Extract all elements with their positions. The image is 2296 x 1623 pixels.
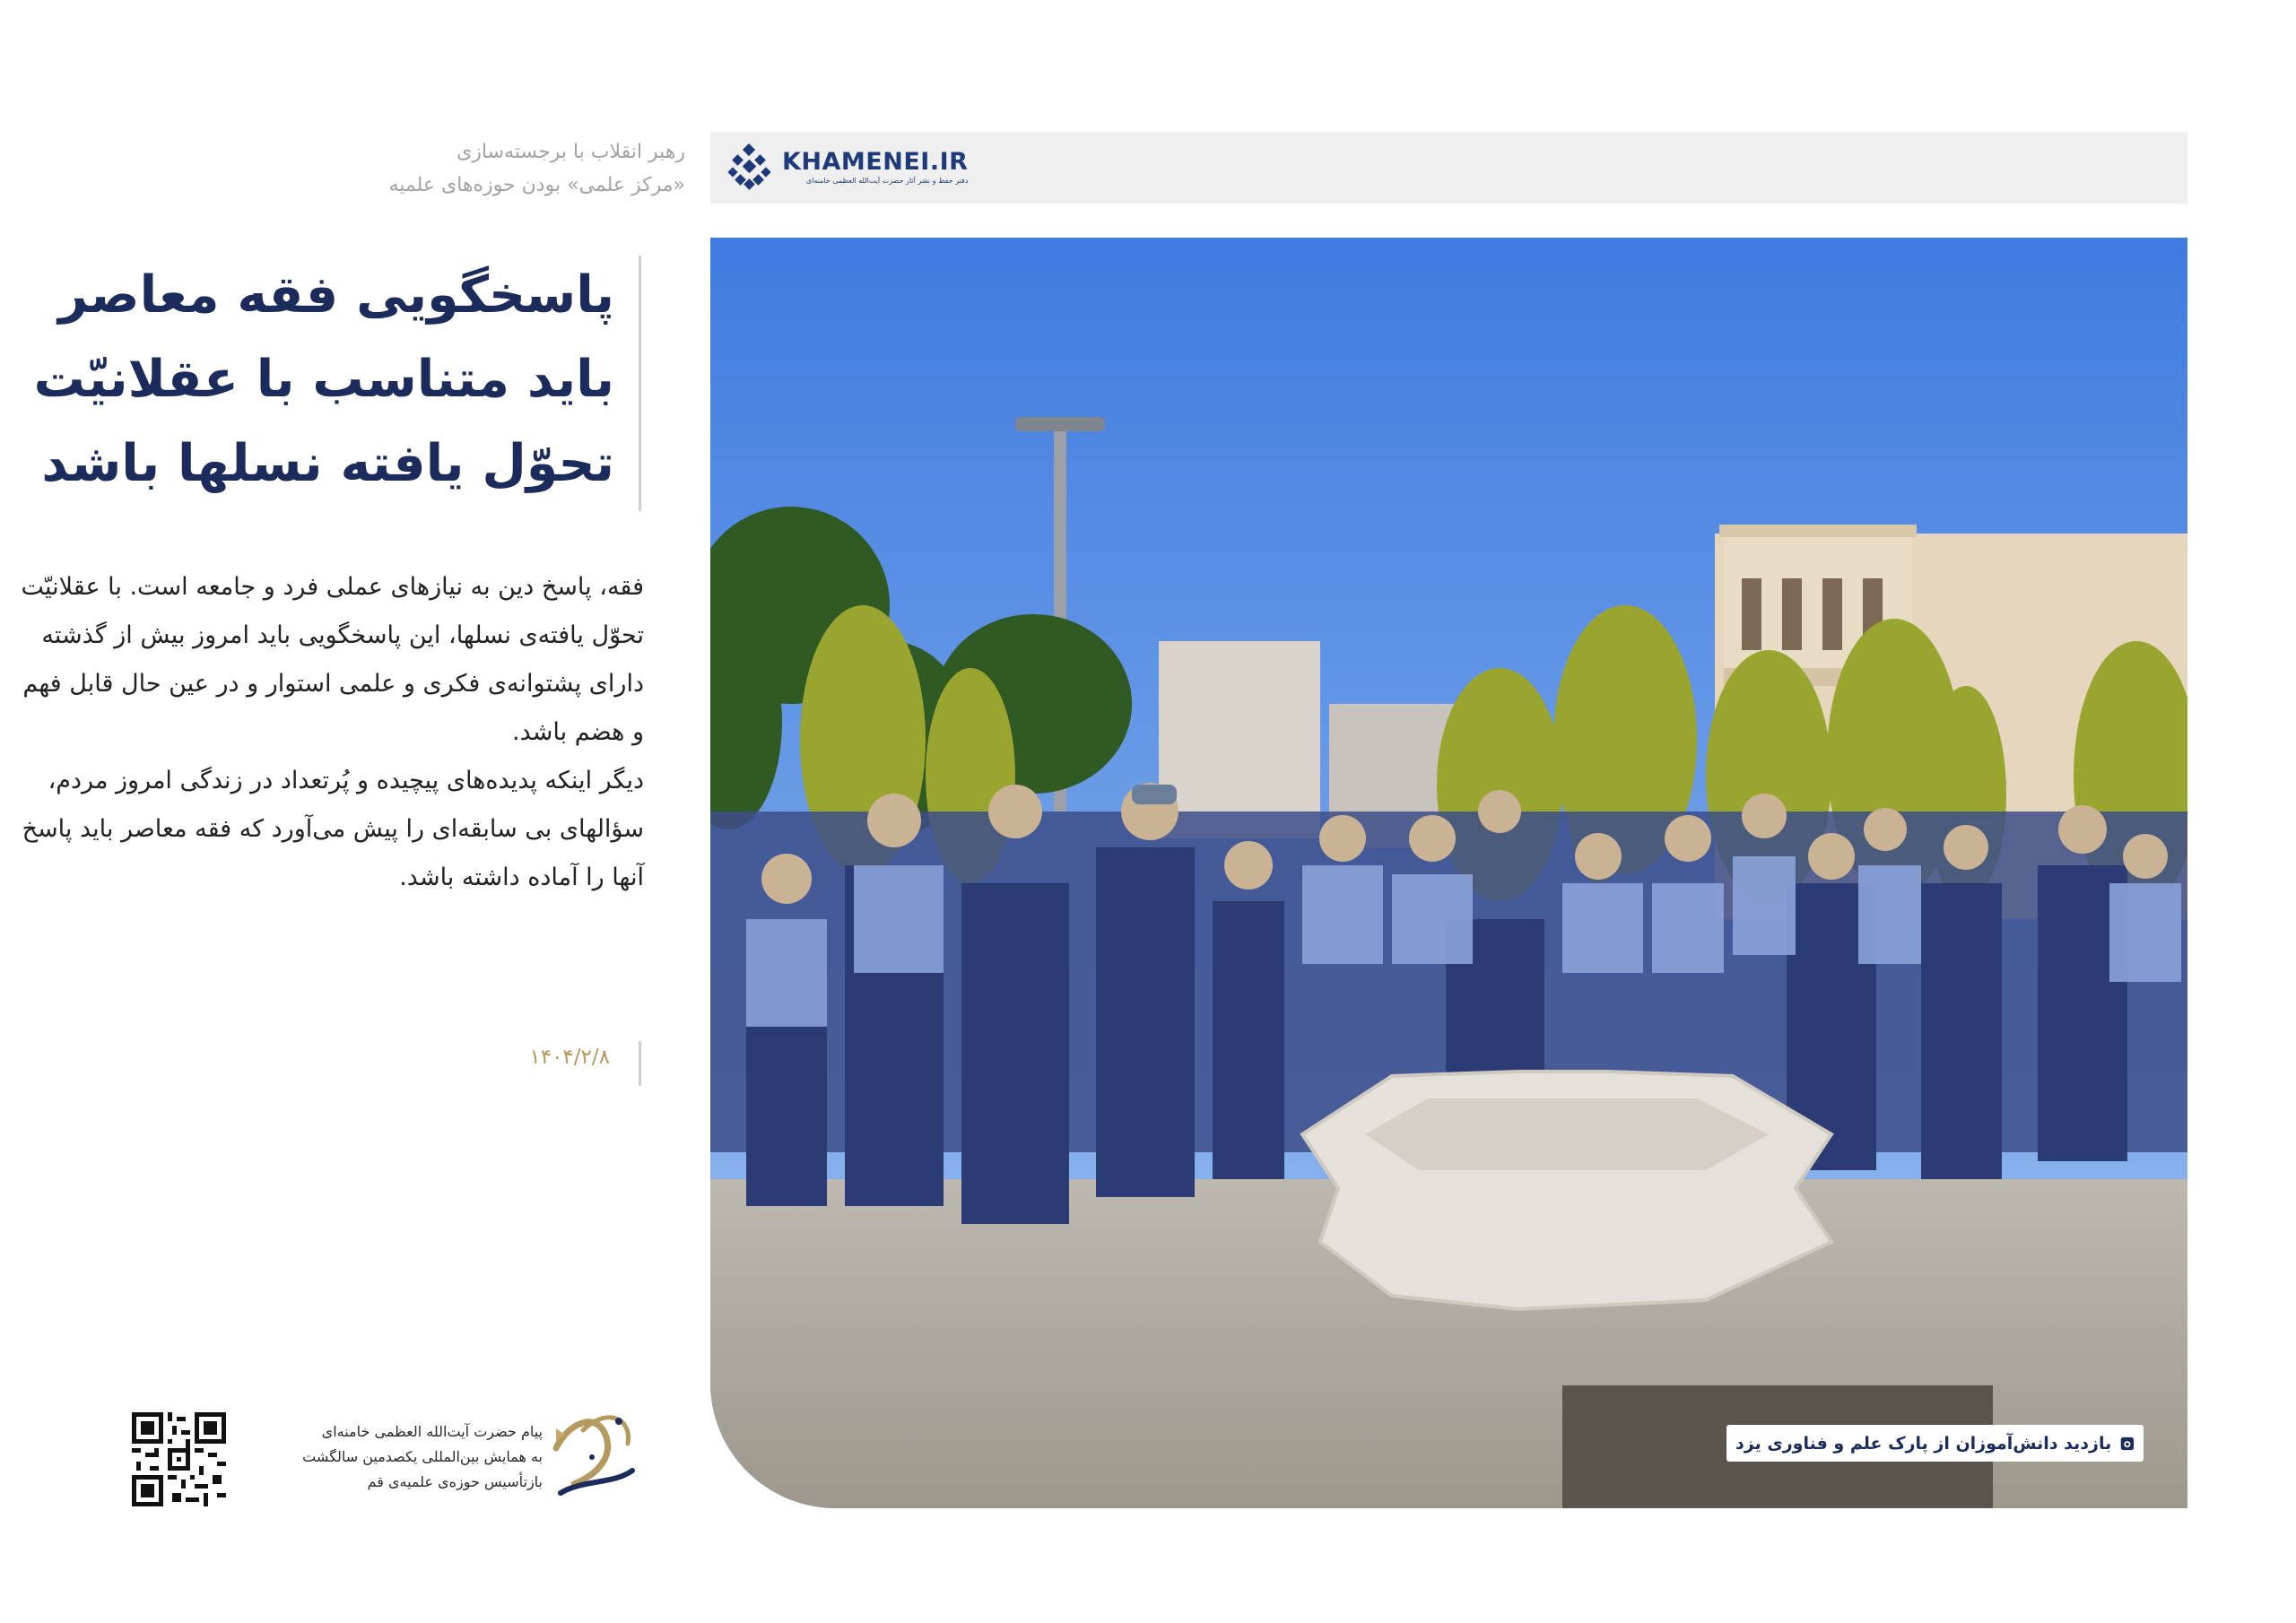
headline-line-2: باید متناسب با عقلانیّت — [33, 350, 614, 409]
hawza-logo-icon — [543, 1394, 650, 1511]
photo-caption-text: بازدید دانش‌آموزان از پارک علم و فناوری یزد — [1735, 1433, 2112, 1454]
group-photo — [710, 238, 2187, 1508]
date-divider — [639, 1041, 641, 1086]
footer-line-3: بازتأسیس حوزه‌ی علمیه‌ی قم — [367, 1473, 543, 1490]
kicker-line-2: «مرکز علمی» بودن حوزه‌های علمیه — [388, 174, 685, 196]
footer-line-2: به همایش بین‌المللی یکصدمین سالگشت — [302, 1448, 543, 1465]
footer-line-1: پیام حضرت آیت‌الله العظمی خامنه‌ای — [321, 1423, 543, 1440]
photo-scene — [710, 238, 2187, 1508]
date: ۱۴۰۴/۲/۸ — [529, 1046, 610, 1069]
footer-arrow-icon — [556, 1428, 565, 1441]
footer-text — [247, 1419, 543, 1495]
body-text — [16, 563, 644, 902]
kicker — [129, 135, 685, 202]
logo-text — [782, 147, 969, 185]
qr-code-icon[interactable] — [132, 1412, 226, 1506]
kicker-line-1: رهبر انقلاب با برجسته‌سازی — [457, 141, 685, 163]
khamenei-logo[interactable] — [726, 143, 968, 190]
headline-line-1: پاسخگویی فقه معاصر — [58, 265, 614, 325]
logo-mark-icon — [726, 143, 773, 190]
logo-subtitle: دفتر حفظ و نشر آثار حضرت آیت‌الله العظمی خامنه‌ای — [805, 176, 969, 185]
body-paragraph-1: فقه، پاسخ دین به نیازهای عملی فرد و جامعه است. با عقلانیّت تحوّل یافته‌ی نسلها، این پاسخگویی باید امروز بیش از گذشته دارای پشتوانه‌ی فکری و علمی استوار و در عین حال قابل فهم و هضم باشد. — [21, 573, 644, 746]
body-paragraph-2: دیگر اینکه پدیده‌های پیچیده و پُرتعداد در زندگی امروز مردم، سؤالهای بی سابقه‌ای را پیش می‌آورد که فقه معاصر باید پاسخ آنها را آماده داشته باشد. — [22, 767, 644, 891]
photo-caption — [1726, 1425, 2144, 1462]
logo-name: KHAMENEI.IR — [782, 147, 969, 176]
headline — [31, 253, 614, 506]
headline-line-3: تحوّل یافته نسلها باشد — [41, 434, 614, 493]
headline-divider — [639, 256, 641, 511]
camera-icon — [2120, 1434, 2135, 1454]
